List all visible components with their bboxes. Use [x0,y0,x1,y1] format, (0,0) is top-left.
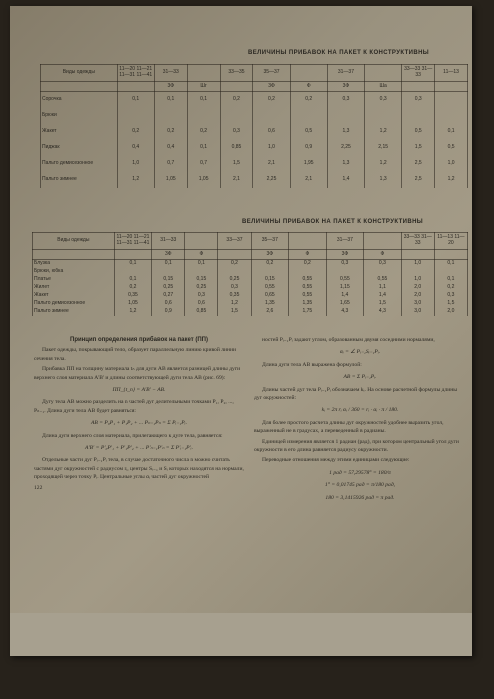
table-cell: 0,15 [251,276,289,284]
table-cell: 2,1 [290,172,327,188]
table-cell [289,268,327,276]
table-cell: 0,4 [117,140,154,156]
table-cell: 1,05 [187,172,220,188]
table-cell: 1,2 [365,124,402,140]
header-cell [33,250,115,260]
table-cell [327,108,364,124]
row-label: Пальто демисезонное [33,300,115,308]
paragraph: Пакет одежды, покрывающий тело, образует параллельную линию кривой линии сечения тела. [34,347,237,362]
table-cell [435,108,468,124]
table-cell: 3,0 [401,300,434,308]
table-cell: 0,3 [185,292,218,300]
header-cell: 33—33 31—33 [402,65,435,82]
table-row [41,108,468,124]
table-cell: 0,25 [218,276,251,284]
table1-title: ВЕЛИЧИНЫ ПРИБАВОК НА ПАКЕТ К КОНСТРУКТИВНЫ [248,50,430,56]
table-cell: 0,1 [117,92,154,109]
header-cell: 31—37 [327,65,364,82]
table-cell: 1,65 [326,300,364,308]
table-cell: 1,15 [326,284,364,292]
table-cell: 0,1 [185,260,218,269]
table-cell [401,268,434,276]
table-cell [187,108,220,124]
formula: AB = Σ Pᵢ₋₁Pᵢ. [343,374,377,381]
header-cell: Виды одежды [41,65,118,82]
row-label: Сорочка [41,92,118,109]
header-cell [187,65,220,82]
header-cell: 33—37 [218,233,251,250]
header-cell [364,233,402,250]
table-cell [365,108,402,124]
paragraph: Длина дуги тела AB выражена формулой: [262,361,362,368]
header-cell [289,233,327,250]
table1-header-row2 [41,82,468,92]
row-label: Пальто зимнее [33,308,115,316]
formula: αᵢ = ∠ Pᵢ₋₁Sᵢ₋₁Pᵢ. [339,349,381,356]
table-cell: 0,1 [114,260,152,269]
table-cell: 1,5 [218,308,251,316]
header-cell: Ша [365,82,402,92]
table-cell: 1,0 [401,260,434,269]
table-cell: 0,1 [187,92,220,109]
right-text-column [254,336,466,506]
table-cell: 0,2 [114,284,152,292]
table-cell: 1,5 [220,156,253,172]
table-cell: 1,3 [327,156,364,172]
table-cell: 1,1 [364,284,402,292]
row-label: Блузка [33,260,115,269]
table-cell [185,268,218,276]
left-text-column [34,336,244,494]
table-cell: 0,3 [326,260,364,269]
paragraph: ностей Pᵢ₋₁Pᵢ задают углом, образованным двумя соседними нормалями, [262,337,435,343]
table-cell: 0,3 [365,92,402,109]
table-cell: 0,55 [289,276,327,284]
table-cell: 1,0 [253,140,290,156]
table-cell [402,108,435,124]
formula: 1° = 0,01745 рад = π/180 рад, [324,482,396,489]
table-cell: 0,3 [327,92,364,109]
header-cell [114,250,152,260]
header-cell [434,250,467,260]
header-cell: Ф [289,250,327,260]
table-cell [253,108,290,124]
header-cell: 31—37 [326,233,364,250]
table-cell: 0,2 [253,92,290,109]
header-cell: 11—13 [435,65,468,82]
table-cell: 0,55 [251,284,289,292]
row-label: Жилет [33,284,115,292]
header-cell [117,82,154,92]
table-cell: 1,3 [327,124,364,140]
table-cell: 0,4 [154,140,187,156]
table-cell: 0,7 [154,156,187,172]
table-cell: 0,2 [434,284,467,292]
header-cell: 31—33 [152,233,185,250]
table-cell: 0,2 [289,260,327,269]
header-cell: Виды одежды [33,233,115,250]
paragraph: Дугу тела AB можно разделить на n частей дуг делительными точками P₁, P₂, ..., Pₙ₋₁. Длина дуги тела AB будет равняться: [34,399,234,414]
header-cell: 35—37 [251,233,289,250]
table-cell: 1,4 [327,172,364,188]
table-cell: 1,2 [435,172,468,188]
table-row [41,172,468,188]
table-cell: 0,2 [154,124,187,140]
table-cell: 0,9 [152,308,185,316]
table-row [41,124,468,140]
table-cell: 2,1 [253,156,290,172]
table-cell: 0,27 [152,292,185,300]
table2 [32,232,468,316]
table-row [33,276,468,284]
table-row [33,292,468,300]
table-cell: 1,5 [364,300,402,308]
table-cell: 0,3 [220,124,253,140]
table-cell: 0,1 [152,260,185,269]
table-cell: 2,6 [251,308,289,316]
header-cell: 3Ф [326,250,364,260]
formula: kᵢ = 2π rᵢ αᵢ / 360 = rᵢ · αᵢ · π / 180. [321,407,399,414]
header-cell: Ф [364,250,402,260]
table-cell: 0,3 [434,292,467,300]
header-cell: 11—13 11—20 [434,233,467,250]
table-cell [434,268,467,276]
table-cell: 0,1 [434,276,467,284]
table-cell: 2,1 [220,172,253,188]
table-cell: 1,35 [251,300,289,308]
table-cell: 1,05 [114,300,152,308]
table-cell: 0,35 [114,292,152,300]
table2-title: ВЕЛИЧИНЫ ПРИБАВОК НА ПАКЕТ К КОНСТРУКТИВНЫ [242,219,424,225]
table-cell: 0,3 [364,260,402,269]
table-cell: 1,0 [117,156,154,172]
header-cell: 3Ф [154,82,187,92]
table-cell: 1,4 [326,292,364,300]
table-cell [364,268,402,276]
table-cell: 0,1 [187,140,220,156]
table-row [33,260,468,269]
paragraph: Для более простого расчета длины дуг окружностей удобнее выразить угол, выраженный не в градусах, а переведенный в радианы. [254,419,444,435]
table-cell: 0,35 [218,292,251,300]
table-cell: 2,5 [402,156,435,172]
header-cell: Шг [187,82,220,92]
table-cell [117,108,154,124]
paragraph: Прибавка ПП на толщину материала tₙ для дуги AB является разницей длины дуги верхнего слоя материала A'B' и длины соответствующей дуги тела AB (рис. 69): [34,366,241,381]
table-cell [220,108,253,124]
table-cell: 4,3 [326,308,364,316]
table1 [40,64,468,188]
table-row [41,140,468,156]
table-cell: 0,3 [218,284,251,292]
row-label: Пальто демисезонное [41,156,118,172]
table-cell: 1,4 [364,292,402,300]
table-cell: 0,3 [402,92,435,109]
table-cell: 0,6 [253,124,290,140]
table-cell: 3,0 [401,308,434,316]
book-page [10,6,472,656]
table-cell [152,268,185,276]
table-cell: 1,95 [290,156,327,172]
table-cell: 1,5 [434,300,467,308]
table-cell: 2,15 [365,140,402,156]
table1-header-row1 [41,65,468,82]
table-cell: 0,15 [152,276,185,284]
header-cell [185,233,218,250]
table-cell: 1,2 [114,308,152,316]
page-bottom-strip [10,613,472,656]
table-cell [326,268,364,276]
table-cell: 0,55 [289,292,327,300]
table-cell: 2,0 [401,284,434,292]
row-label: Брюки [41,108,118,124]
table-cell: 1,0 [401,276,434,284]
header-cell: Ф [290,82,327,92]
table-cell: 0,2 [218,260,251,269]
table-cell: 0,2 [117,124,154,140]
header-cell: 3Ф [327,82,364,92]
table-cell: 1,05 [154,172,187,188]
table-cell: 0,15 [185,276,218,284]
table-row [33,284,468,292]
table-cell: 2,25 [327,140,364,156]
table-cell [218,268,251,276]
table2-header-row1 [33,233,468,250]
table-cell: 0,2 [251,260,289,269]
header-cell: 33—33 31—33 [401,233,434,250]
header-cell [220,82,253,92]
table-cell: 0,55 [289,284,327,292]
header-cell [435,82,468,92]
header-cell: 35—37 [253,65,290,82]
table-cell: 0,7 [187,156,220,172]
row-label: Жакет [33,292,115,300]
header-cell [401,250,434,260]
paragraph: Длина дуги верхнего слоя материала, прилегающего к дуге тела, равняется: [42,432,223,439]
table-cell: 0,55 [326,276,364,284]
table-cell: 0,1 [154,92,187,109]
table-cell [290,108,327,124]
header-cell: 3Ф [152,250,185,260]
table-cell: 0,2 [220,92,253,109]
table-cell: 1,2 [218,300,251,308]
row-label: Брюки, юбка [33,268,115,276]
table-cell: 0,6 [152,300,185,308]
table-cell: 2,25 [253,172,290,188]
table-cell: 1,5 [402,140,435,156]
table-cell: 0,6 [185,300,218,308]
header-cell [290,65,327,82]
row-label: Жакет [41,124,118,140]
table-cell: 4,3 [364,308,402,316]
table-cell: 2,5 [402,172,435,188]
table-cell: 0,5 [402,124,435,140]
table-cell: 0,2 [290,92,327,109]
header-cell [218,250,251,260]
table-cell [154,108,187,124]
header-cell: 31—33 [154,65,187,82]
formula: 180 = 3,1415926 рад = π рад. [325,494,395,501]
row-label: Пальто зимнее [41,172,118,188]
header-cell: 11—20 11—21 11—31 11—41 [117,65,154,82]
header-cell [402,82,435,92]
table-cell: 1,35 [289,300,327,308]
table-cell: 0,1 [114,276,152,284]
header-cell [365,65,402,82]
paragraph: Длины частей дуг тела Pᵢ₋₁Pᵢ обозначаем kᵢ. На основе расчетной формулы длины дуг окружностей: [254,386,458,402]
table-cell [435,92,468,109]
table-cell: 0,65 [251,292,289,300]
table-cell: 0,2 [187,124,220,140]
formula: ПП_{t_n} = A'B' − AB. [112,387,166,394]
table-cell: 0,1 [435,124,468,140]
formula: A'B' = P'₀P'₁ + P'₁P'₂ + ... P'ₙ₋₁P'ₙ = Σ P'ᵢ₋₁P'ᵢ. [85,445,193,452]
table-row [33,300,468,308]
header-cell: Ф [185,250,218,260]
table-cell [114,268,152,276]
header-cell: 11—20 11—21 11—31 11—41 [114,233,152,250]
header-cell: 3Ф [253,82,290,92]
table-cell: 0,9 [290,140,327,156]
paragraph: Отдельные части дуг Pᵢ₋₁Pᵢ тела, в случае достаточного числа n можно считать частями дуг окружностей с радиусом rᵢ, центры Sᵢ₋₁ и Sᵢ которых находятся на нормали, проходящей через точку Pᵢ. Центральные углы αᵢ частей дуг окружностей [34,457,244,481]
table-cell: 2,0 [401,292,434,300]
page-number: 122 [34,484,43,491]
header-cell: 33—35 [220,65,253,82]
table-cell: 0,85 [185,308,218,316]
row-label: Платье [33,276,115,284]
formula: 1 рад = 57,29578° = 180/π [329,469,391,476]
table-row [41,92,468,109]
table-cell: 1,2 [365,156,402,172]
table-cell: 0,85 [220,140,253,156]
table-cell: 1,2 [117,172,154,188]
table-cell: 1,75 [289,308,327,316]
section-heading: Принцип определения прибавок на пакет (ПП) [70,337,208,343]
table-cell: 0,1 [434,260,467,269]
header-cell [41,82,118,92]
row-label: Пиджак [41,140,118,156]
table-cell [251,268,289,276]
table-row [41,156,468,172]
table-cell: 2,0 [434,308,467,316]
paragraph: Единицей измерения является 1 радиан (рад), при котором центральный угол дуги окружности в его длина равняется радиусу окружности. [254,438,459,454]
table-row [33,268,468,276]
table-cell: 1,3 [365,172,402,188]
table-row [33,308,468,316]
table-cell: 1,0 [435,156,468,172]
paragraph: Переводные отношения между этими единицами следующие: [262,457,410,464]
table2-header-row2 [33,250,468,260]
table-cell: 0,25 [185,284,218,292]
header-cell: 3Ф [251,250,289,260]
table-cell: 0,25 [152,284,185,292]
table-cell: 0,5 [290,124,327,140]
table-cell: 0,5 [435,140,468,156]
formula: AB = P₀P₁ + P₁P₂ + ... Pₙ₋₁Pₙ = Σ Pᵢ₋₁Pᵢ. [91,420,187,427]
table-cell: 0,55 [364,276,402,284]
